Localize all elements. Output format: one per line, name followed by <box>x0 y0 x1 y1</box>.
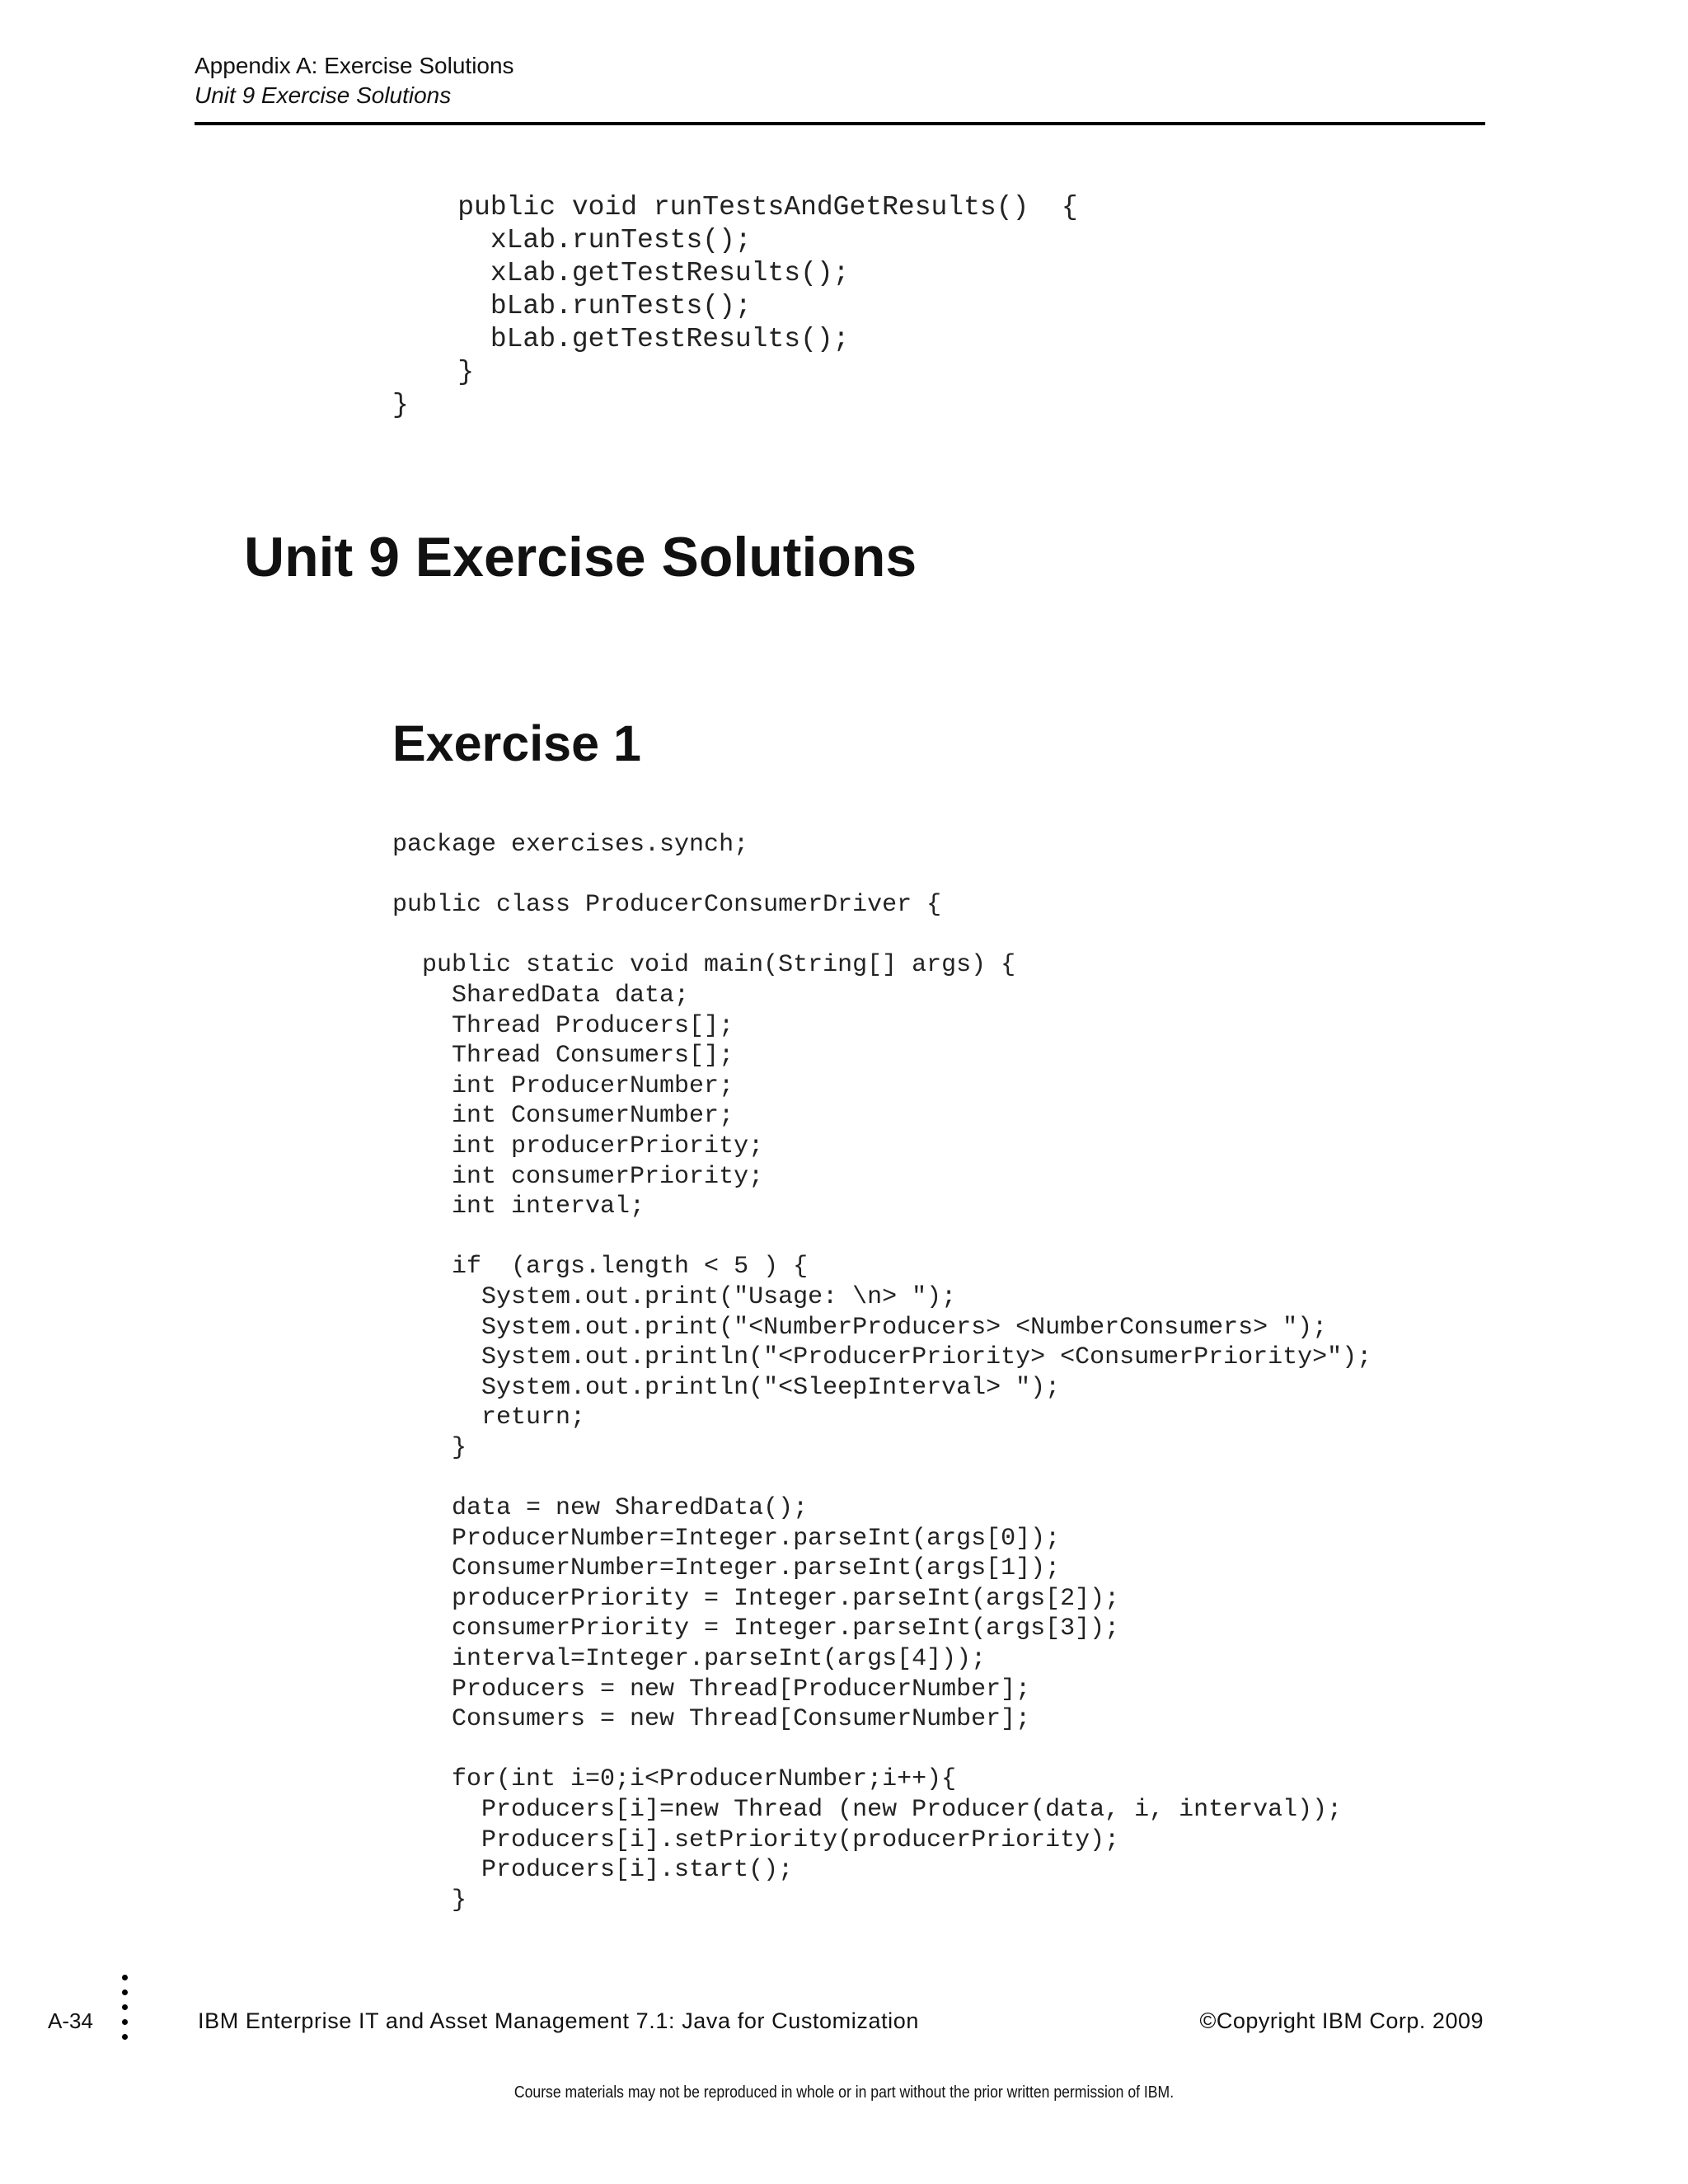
page-number: A-34 <box>48 2008 93 2033</box>
footer-notice: Course materials may not be reproduced in whole or in part without the prior written permission of IBM. <box>513 2083 1175 2102</box>
header-title: Appendix A: Exercise Solutions <box>195 53 514 78</box>
header-rule <box>195 122 1485 125</box>
exercise-heading: Exercise 1 <box>392 715 641 771</box>
footer-dots-ornament <box>122 1975 129 2049</box>
footer-course-title: IBM Enterprise IT and Asset Management 7.1: Java for Customization <box>198 2008 920 2033</box>
code-block-top: public void runTestsAndGetResults() { xLab.runTests(); xLab.getTestResults(); bLab.runTests(); bLab.getTestResults(); } } <box>392 192 1078 420</box>
code-block-main: package exercises.synch; public class ProducerConsumerDriver { public static void main(String[] args) { SharedData data; Thread Producers[]; Thread Consumers[]; int ProducerNumber; int ConsumerNumber; int producerPriority; int consumerPriority; int interval; if (args.length < 5 ) { System.out.print("Usage: \n> "); System.out.print("<NumberProducers> <NumberConsumers> "); System.out.println("<ProducerPriority> <ConsumerPriority>"); System.out.println("<SleepInterval> "); return; } data = new SharedData(); ProducerNumber=Integer.parseInt(args[0]); ConsumerNumber=Integer.parseInt(args[1]); producerPriority = Integer.parseInt(args[2]); consumerPriority = Integer.parseInt(args[3]); interval=Integer.parseInt(args[4])); Producers = new Thread[ProducerNumber]; Consumers = new Thread[ConsumerNumber]; for(int i=0;i<ProducerNumber;i++){ Producers[i]=new Thread (new Producer(data, i, interval)); Producers[i].setPriority(producerPriority); Producers[i].start(); } <box>392 831 1372 1915</box>
footer-dot <box>122 2034 128 2040</box>
footer-dot <box>122 2019 128 2025</box>
header-subtitle: Unit 9 Exercise Solutions <box>195 82 452 108</box>
page-header <box>195 51 1485 110</box>
footer-dot <box>122 1990 128 1995</box>
unit-heading: Unit 9 Exercise Solutions <box>244 526 917 588</box>
footer-dot <box>122 2004 128 2010</box>
footer-copyright: ©Copyright IBM Corp. 2009 <box>1199 2008 1484 2033</box>
footer-dot <box>122 1975 128 1980</box>
